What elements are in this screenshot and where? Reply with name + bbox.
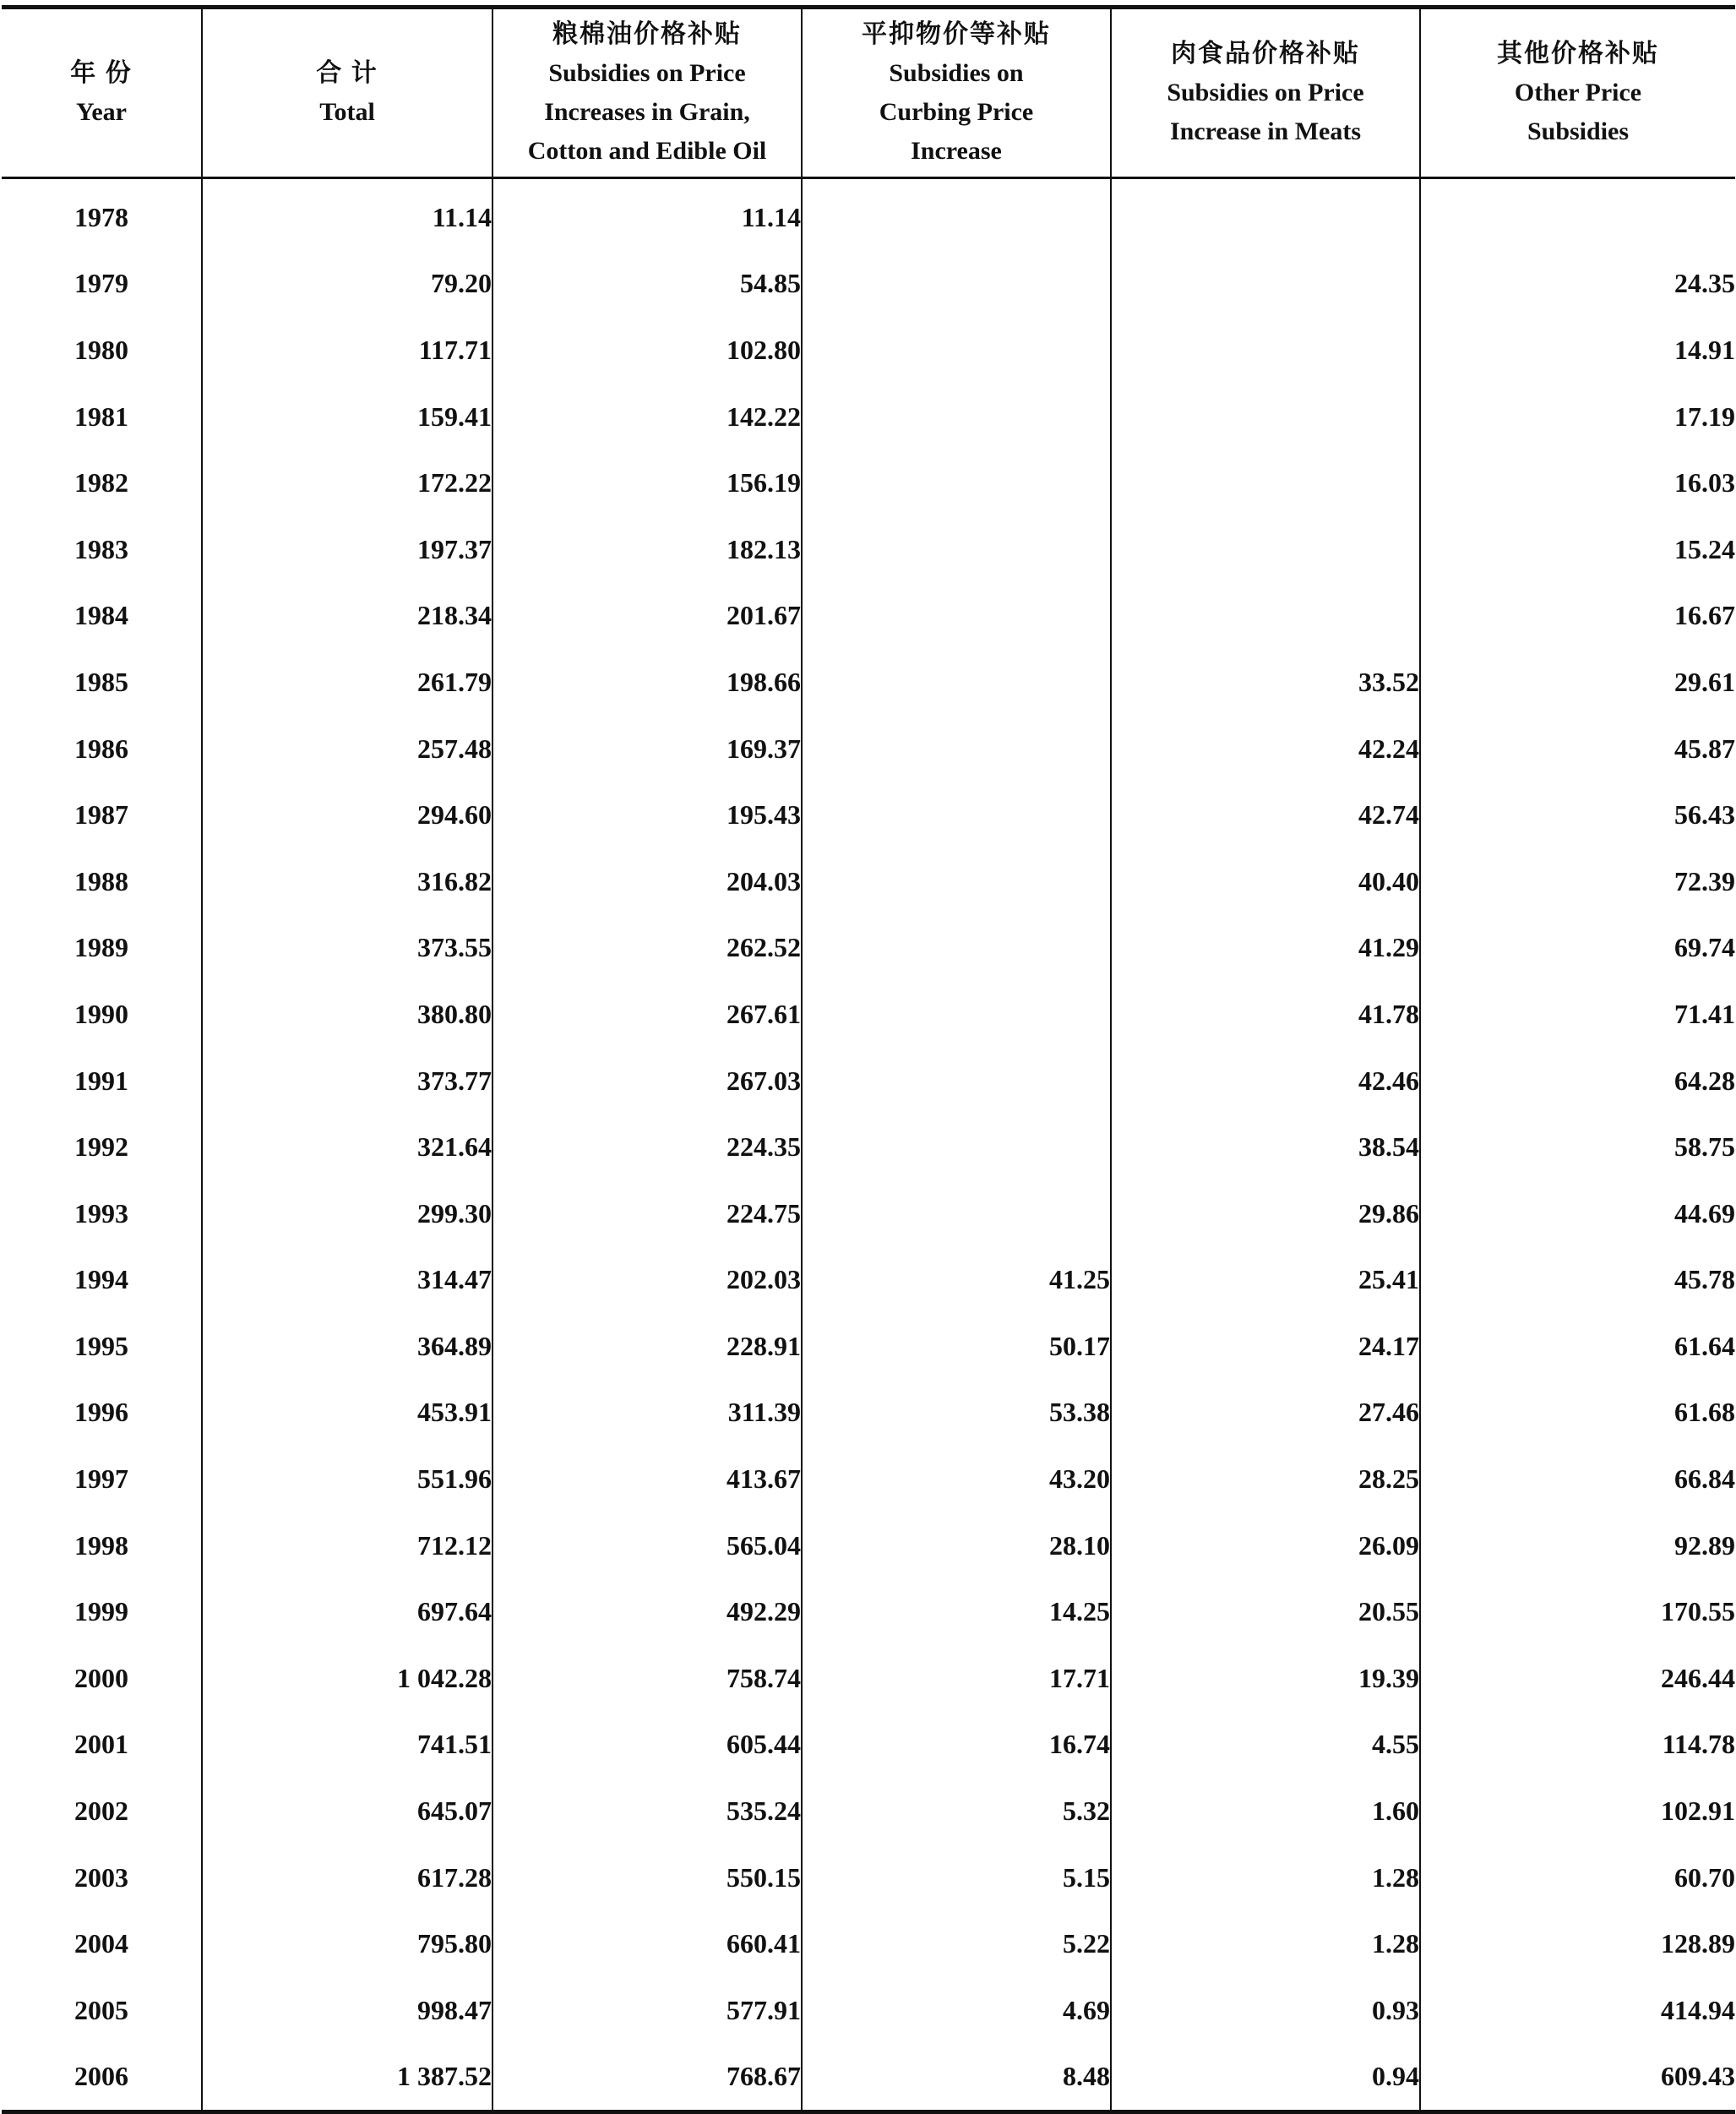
table-row [2, 716, 1735, 782]
cell-meat [1111, 516, 1420, 583]
cell-meat [1111, 583, 1420, 650]
cell-grain: 169.37 [493, 716, 802, 782]
table-row [2, 449, 1735, 516]
cell-other: 92.89 [1420, 1512, 1735, 1579]
cell-year: 1993 [74, 1197, 128, 1229]
cell-other: 56.43 [1420, 782, 1735, 848]
cell-total: 172.22 [202, 449, 493, 516]
cell-year: 1996 [74, 1397, 128, 1428]
cell-other: 29.61 [1420, 649, 1735, 716]
cell-other: 58.75 [1420, 1114, 1735, 1180]
cell-total: 453.91 [202, 1380, 493, 1447]
cell-curb [802, 449, 1111, 516]
column-header-en: Increase [911, 137, 1002, 165]
cell-curb: 50.17 [802, 1313, 1111, 1380]
table-row [2, 1114, 1735, 1180]
cell-year: 1981 [74, 400, 128, 432]
cell-meat: 41.78 [1111, 981, 1420, 1048]
cell-meat: 4.55 [1111, 1712, 1420, 1779]
table-row [2, 516, 1735, 583]
cell-other: 170.55 [1420, 1578, 1735, 1645]
cell-total: 998.47 [202, 1977, 493, 2044]
cell-total: 257.48 [202, 716, 493, 782]
cell-total: 697.64 [202, 1578, 493, 1645]
column-header-zh: 合 计 [316, 59, 378, 87]
cell-meat: 0.94 [1111, 2044, 1420, 2112]
cell-curb [802, 1180, 1111, 1247]
table-row [2, 782, 1735, 848]
cell-grain: 11.14 [493, 178, 802, 251]
table-row [2, 1578, 1735, 1645]
cell-curb [802, 649, 1111, 716]
cell-curb [802, 782, 1111, 848]
cell-curb: 5.22 [802, 1910, 1111, 1977]
cell-curb: 43.20 [802, 1446, 1111, 1512]
cell-meat: 38.54 [1111, 1114, 1420, 1180]
cell-other: 414.94 [1420, 1977, 1735, 2044]
cell-total: 117.71 [202, 317, 493, 384]
cell-year: 1998 [74, 1529, 128, 1561]
table-row [2, 649, 1735, 716]
cell-total: 364.89 [202, 1313, 493, 1380]
cell-year: 2005 [74, 1994, 128, 2025]
cell-meat: 24.17 [1111, 1313, 1420, 1380]
cell-year: 1979 [74, 268, 128, 299]
cell-curb [802, 317, 1111, 384]
cell-year: 1980 [74, 334, 128, 365]
cell-grain: 195.43 [493, 782, 802, 848]
cell-other: 16.03 [1420, 449, 1735, 516]
cell-meat: 42.24 [1111, 716, 1420, 782]
cell-meat [1111, 449, 1420, 516]
cell-other: 60.70 [1420, 1844, 1735, 1911]
cell-total: 316.82 [202, 848, 493, 915]
cell-grain: 492.29 [493, 1578, 802, 1645]
table-row [2, 1712, 1735, 1779]
cell-other: 66.84 [1420, 1446, 1735, 1512]
cell-meat [1111, 384, 1420, 450]
cell-other: 72.39 [1420, 848, 1735, 915]
cell-other: 609.43 [1420, 2044, 1735, 2112]
cell-meat [1111, 317, 1420, 384]
cell-total: 1 042.28 [202, 1645, 493, 1712]
cell-curb [802, 1114, 1111, 1180]
cell-year: 1990 [74, 998, 128, 1029]
cell-meat: 29.86 [1111, 1180, 1420, 1247]
cell-grain: 768.67 [493, 2044, 802, 2112]
cell-total: 79.20 [202, 251, 493, 318]
cell-other: 15.24 [1420, 516, 1735, 583]
cell-total: 712.12 [202, 1512, 493, 1579]
column-header-en: Other Price [1514, 79, 1642, 106]
table-row [2, 1778, 1735, 1844]
cell-grain: 102.80 [493, 317, 802, 384]
cell-total: 314.47 [202, 1247, 493, 1314]
table-row [2, 251, 1735, 318]
cell-meat: 28.25 [1111, 1446, 1420, 1512]
table-row [2, 1446, 1735, 1512]
cell-year: 1987 [74, 799, 128, 831]
column-header-en: Subsidies [1526, 117, 1630, 145]
cell-grain: 156.19 [493, 449, 802, 516]
cell-year: 1989 [74, 932, 128, 963]
cell-year: 2006 [2, 2044, 202, 2112]
cell-total: 299.30 [202, 1180, 493, 1247]
cell-total: 197.37 [202, 516, 493, 583]
cell-grain: 54.85 [493, 251, 802, 318]
header-row [2, 8, 1735, 178]
cell-other [1420, 178, 1735, 251]
cell-grain: 142.22 [493, 384, 802, 450]
cell-grain: 413.67 [493, 1446, 802, 1512]
cell-year: 1994 [74, 1264, 128, 1295]
cell-year: 2000 [74, 1662, 128, 1693]
column-header-meat [1111, 8, 1420, 178]
column-header-en: Increase in Meats [1169, 117, 1362, 145]
cell-other: 17.19 [1420, 384, 1735, 450]
cell-curb [802, 251, 1111, 318]
cell-year: 1992 [74, 1131, 128, 1163]
cell-other: 71.41 [1420, 981, 1735, 1048]
cell-total: 294.60 [202, 782, 493, 848]
cell-curb [802, 516, 1111, 583]
cell-grain: 262.52 [493, 915, 802, 982]
column-header-zh: 粮棉油价格补贴 [552, 20, 742, 48]
cell-other: 45.87 [1420, 716, 1735, 782]
cell-year: 2002 [74, 1795, 128, 1827]
cell-meat: 42.74 [1111, 782, 1420, 848]
cell-year: 1986 [74, 733, 128, 764]
table-row [2, 384, 1735, 450]
cell-curb: 5.32 [802, 1778, 1111, 1844]
column-header-en: Subsidies on Price [548, 59, 746, 87]
cell-other: 128.89 [1420, 1910, 1735, 1977]
column-header-en: Year [76, 98, 127, 126]
cell-other: 69.74 [1420, 915, 1735, 982]
cell-curb: 5.15 [802, 1844, 1111, 1911]
cell-total: 551.96 [202, 1446, 493, 1512]
cell-grain: 198.66 [493, 649, 802, 716]
table-body [2, 178, 1735, 2112]
cell-grain: 535.24 [493, 1778, 802, 1844]
cell-grain: 224.75 [493, 1180, 802, 1247]
cell-total: 321.64 [202, 1114, 493, 1180]
cell-meat: 20.55 [1111, 1578, 1420, 1645]
cell-total: 795.80 [202, 1910, 493, 1977]
cell-grain: 267.03 [493, 1048, 802, 1114]
cell-curb: 14.25 [802, 1578, 1111, 1645]
cell-curb: 8.48 [802, 2044, 1111, 2112]
cell-other: 114.78 [1420, 1712, 1735, 1779]
cell-meat: 0.93 [1111, 1977, 1420, 2044]
cell-meat: 19.39 [1111, 1645, 1420, 1712]
cell-grain: 224.35 [493, 1114, 802, 1180]
column-header-curb [802, 8, 1111, 178]
cell-year: 2001 [74, 1729, 128, 1760]
cell-year: 1985 [74, 666, 128, 697]
cell-grain: 204.03 [493, 848, 802, 915]
cell-curb: 4.69 [802, 1977, 1111, 2044]
cell-total: 645.07 [202, 1778, 493, 1844]
cell-total: 218.34 [202, 583, 493, 650]
cell-other: 102.91 [1420, 1778, 1735, 1844]
cell-meat: 25.41 [1111, 1247, 1420, 1314]
cell-total: 261.79 [202, 649, 493, 716]
cell-other: 246.44 [1420, 1645, 1735, 1712]
cell-year: 1999 [74, 1596, 128, 1627]
table-row [2, 1977, 1735, 2044]
cell-year: 1991 [74, 1065, 128, 1096]
cell-grain: 758.74 [493, 1645, 802, 1712]
cell-grain: 202.03 [493, 1247, 802, 1314]
table-row [2, 1048, 1735, 1114]
cell-total: 617.28 [202, 1844, 493, 1911]
cell-grain: 577.91 [493, 1977, 802, 2044]
cell-year: 2003 [74, 1861, 128, 1893]
cell-other: 64.28 [1420, 1048, 1735, 1114]
table-row [2, 848, 1735, 915]
cell-curb: 17.71 [802, 1645, 1111, 1712]
column-header-en: Subsidies on [889, 59, 1024, 87]
cell-meat: 26.09 [1111, 1512, 1420, 1579]
cell-year: 1983 [74, 533, 128, 564]
cell-other: 45.78 [1420, 1247, 1735, 1314]
cell-total: 380.80 [202, 981, 493, 1048]
cell-meat: 1.60 [1111, 1778, 1420, 1844]
cell-curb [802, 915, 1111, 982]
price-subsidies-table [2, 5, 1735, 2114]
cell-year: 1978 [74, 201, 128, 232]
cell-grain: 565.04 [493, 1512, 802, 1579]
cell-year: 1988 [74, 865, 128, 896]
cell-curb: 28.10 [802, 1512, 1111, 1579]
cell-meat: 33.52 [1111, 649, 1420, 716]
cell-meat: 41.29 [1111, 915, 1420, 982]
table-row [2, 1910, 1735, 1977]
table-row [2, 178, 1735, 251]
cell-curb [802, 178, 1111, 251]
table-header [2, 8, 1735, 178]
cell-total: 11.14 [202, 178, 493, 251]
table-row [2, 1645, 1735, 1712]
cell-curb: 16.74 [802, 1712, 1111, 1779]
cell-curb [802, 583, 1111, 650]
table-row [2, 1512, 1735, 1579]
cell-total: 1 387.52 [202, 2044, 493, 2112]
column-header-zh: 其他价格补贴 [1497, 40, 1659, 68]
cell-meat: 1.28 [1111, 1844, 1420, 1911]
cell-meat: 42.46 [1111, 1048, 1420, 1114]
table-row [2, 1313, 1735, 1380]
cell-meat: 1.28 [1111, 1910, 1420, 1977]
cell-curb [802, 981, 1111, 1048]
column-header-year [2, 8, 202, 178]
cell-total: 741.51 [202, 1712, 493, 1779]
cell-curb [802, 384, 1111, 450]
column-header-zh: 平抑物价等补贴 [862, 20, 1051, 48]
cell-grain: 267.61 [493, 981, 802, 1048]
cell-curb [802, 1048, 1111, 1114]
cell-other: 14.91 [1420, 317, 1735, 384]
column-header-en: Curbing Price [879, 98, 1034, 126]
column-header-en: Total [319, 98, 375, 126]
table-row [2, 317, 1735, 384]
cell-grain: 605.44 [493, 1712, 802, 1779]
table-row [2, 583, 1735, 650]
column-header-en: Increases in Grain, [544, 98, 750, 126]
cell-grain: 550.15 [493, 1844, 802, 1911]
cell-meat [1111, 251, 1420, 318]
cell-year: 1982 [74, 467, 128, 499]
column-header-other [1420, 8, 1735, 178]
cell-total: 373.77 [202, 1048, 493, 1114]
column-header-zh: 年 份 [70, 59, 133, 87]
column-header-total [202, 8, 493, 178]
cell-other: 16.67 [1420, 583, 1735, 650]
cell-grain: 201.67 [493, 583, 802, 650]
table-row [2, 915, 1735, 982]
cell-year: 1997 [74, 1463, 128, 1495]
column-header-en: Subsidies on Price [1167, 79, 1364, 106]
table-row [2, 1180, 1735, 1247]
cell-other: 61.68 [1420, 1380, 1735, 1447]
column-header-grain [493, 8, 802, 178]
table-row [2, 1247, 1735, 1314]
cell-meat: 40.40 [1111, 848, 1420, 915]
table-row [2, 2044, 1735, 2112]
table-row [2, 1844, 1735, 1911]
cell-year: 2004 [74, 1928, 128, 1959]
cell-curb [802, 848, 1111, 915]
table-row [2, 981, 1735, 1048]
cell-grain: 660.41 [493, 1910, 802, 1977]
cell-curb: 53.38 [802, 1380, 1111, 1447]
cell-meat [1111, 178, 1420, 251]
cell-total: 159.41 [202, 384, 493, 450]
cell-grain: 228.91 [493, 1313, 802, 1380]
table-row [2, 1380, 1735, 1447]
column-header-en: Cotton and Edible Oil [527, 137, 767, 165]
cell-other: 61.64 [1420, 1313, 1735, 1380]
cell-grain: 311.39 [493, 1380, 802, 1447]
cell-meat: 27.46 [1111, 1380, 1420, 1447]
cell-other: 44.69 [1420, 1180, 1735, 1247]
cell-year: 1984 [74, 600, 128, 631]
cell-grain: 182.13 [493, 516, 802, 583]
cell-year: 1995 [74, 1330, 128, 1361]
cell-curb: 41.25 [802, 1247, 1111, 1314]
cell-total: 373.55 [202, 915, 493, 982]
column-header-zh: 肉食品价格补贴 [1171, 40, 1360, 68]
cell-other: 24.35 [1420, 251, 1735, 318]
cell-curb [802, 716, 1111, 782]
